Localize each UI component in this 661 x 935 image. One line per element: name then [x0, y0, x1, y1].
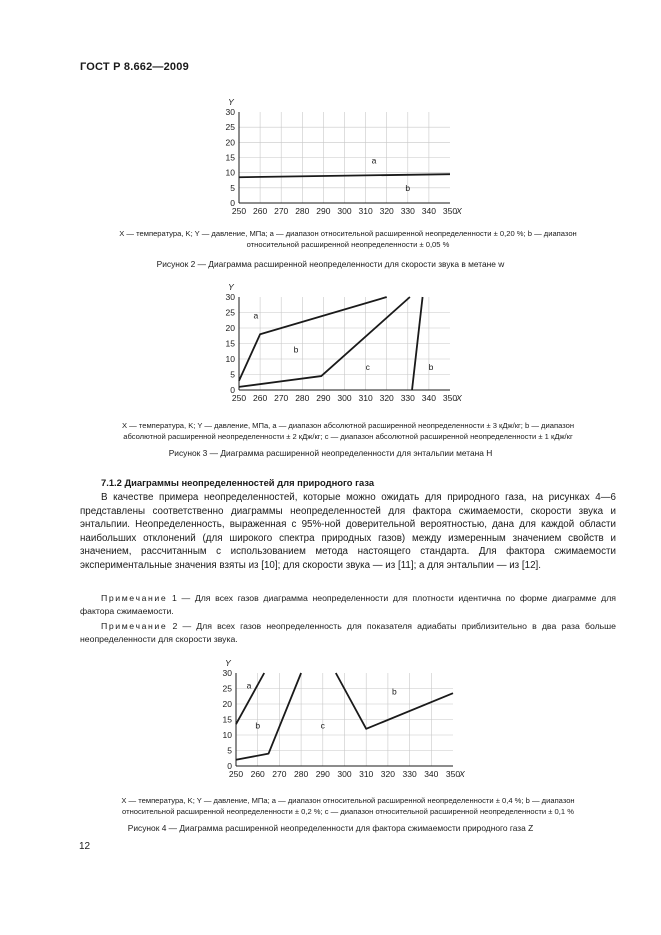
- x-tick-label: 340: [424, 769, 439, 779]
- x-tick-label: 340: [421, 393, 436, 403]
- y-tick-label: 0: [230, 385, 235, 395]
- legend-line: X — температура, K; Y — давление, МПа, a — диапазон абсолютной расширенной неопределенности ± 3 кДж/кг; b — диапазон: [121, 421, 575, 430]
- note-2-body: 2 — Для всех газов неопределенность для показателя адиабаты приблизительно в два раза больше неопределенности для скорости звука.: [80, 621, 616, 644]
- x-tick-label: 340: [421, 206, 436, 216]
- y-tick-label: 0: [227, 761, 232, 771]
- note-1-lead: Примечание: [101, 593, 168, 603]
- x-tick-label: 330: [400, 206, 415, 216]
- page-number: 12: [79, 841, 91, 852]
- x-tick-label: 250: [231, 206, 247, 216]
- legend-line: абсолютной расширенной неопределенности ± 2 кДж/кг; c — диапазон абсолютной расширенной неопределенности ± 1 кДж/кг: [123, 432, 573, 441]
- y-tick-label: 15: [225, 338, 235, 349]
- region-label: b: [255, 720, 261, 731]
- legend-line: относительной расширенной неопределенности ± 0,2 %; c — диапазон относительной расширенной неопределенности ± 0,1 %: [122, 807, 574, 816]
- region-label: b: [293, 344, 299, 355]
- x-tick-label: 310: [358, 206, 373, 216]
- y-tick-label: 5: [227, 745, 232, 756]
- x-tick-label: 260: [250, 769, 265, 779]
- x-axis-label: X: [456, 206, 462, 216]
- figure-2-legend: [78, 228, 618, 250]
- x-tick-label: 270: [272, 769, 287, 779]
- x-tick-label: 300: [337, 206, 352, 216]
- region-label: b: [405, 182, 411, 193]
- x-tick-label: 310: [359, 769, 374, 779]
- note-1-body: 1 — Для всех газов диаграмма неопределенности для плотности идентична по форме диаграмме для фактора сжимаемости.: [80, 593, 616, 616]
- legend-line: относительной расширенной неопределенности ± 0,05 %: [246, 240, 450, 249]
- section-heading: 7.1.2 Диаграммы неопределенностей для природного газа: [101, 477, 375, 488]
- section-paragraph: В качестве примера неопределенностей, которые можно ожидать для природного газа, на рисунках 4—6 представлены соответственно диаграммы неопределенностей для фактора сжимаемости, скорости звука и энтальпии. Неопределенность, выраженная с 95%-ной доверительной вероятностью, дана для каждой области наибольших отклонений (для широкого спектра природных газов) между измеренным значением свойств и значением, рассчитанным с использованием метода настоящего стандарта. Для фактора сжимаемости экспериментальные значения взяты из [10]; для скорости звука — из [11]; а для энтальпии — из [12].: [80, 492, 616, 571]
- y-tick-label: 5: [230, 369, 235, 380]
- x-tick-label: 350: [445, 769, 461, 779]
- y-tick-label: 20: [225, 323, 235, 333]
- region-label: a: [246, 680, 252, 691]
- series-line: [239, 297, 387, 381]
- x-axis-label: X: [459, 769, 465, 779]
- note-2: [80, 620, 616, 646]
- x-tick-label: 320: [379, 393, 394, 403]
- region-label: a: [253, 310, 259, 321]
- x-tick-label: 270: [274, 393, 289, 403]
- figure-4-caption: Рисунок 4 — Диаграмма расширенной неопределенности для фактора сжимаемости природного газа Z: [127, 823, 534, 833]
- y-tick-label: 25: [222, 683, 232, 694]
- note-1: [80, 592, 616, 618]
- series-line: [239, 297, 410, 387]
- document-header: ГОСТ Р 8.662—2009: [80, 61, 189, 73]
- legend-line: X — температура, K; Y — давление, МПа; a — диапазон относительной расширенной неопределенности ± 0,20 %; b — диапазон: [119, 229, 577, 238]
- x-tick-label: 300: [337, 393, 352, 403]
- x-tick-label: 310: [358, 393, 373, 403]
- y-tick-label: 10: [225, 354, 235, 364]
- y-tick-label: 10: [222, 730, 232, 740]
- y-tick-label: 15: [225, 152, 235, 163]
- figure-3-caption: Рисунок 3 — Диаграмма расширенной неопределенности для энтальпии метана H: [168, 448, 493, 458]
- note-2-lead: Примечание: [101, 621, 168, 631]
- x-tick-label: 280: [295, 393, 310, 403]
- y-tick-label: 20: [222, 699, 232, 709]
- region-label: b: [392, 686, 397, 697]
- x-tick-label: 290: [316, 206, 331, 216]
- x-tick-label: 330: [400, 393, 415, 403]
- y-axis-label: Y: [228, 97, 234, 107]
- region-label: c: [365, 361, 370, 372]
- region-label: a: [371, 155, 377, 166]
- x-tick-label: 270: [274, 206, 289, 216]
- region-label: b: [428, 361, 434, 372]
- x-tick-label: 320: [379, 206, 394, 216]
- x-axis-label: X: [456, 393, 462, 403]
- region-label: c: [320, 720, 325, 731]
- y-tick-label: 10: [225, 167, 235, 178]
- x-tick-label: 300: [337, 769, 352, 779]
- x-tick-label: 260: [253, 206, 268, 216]
- x-tick-label: 290: [315, 769, 330, 779]
- y-tick-label: 20: [225, 137, 235, 148]
- y-tick-label: 5: [230, 182, 235, 193]
- legend-line: X — температура, K; Y — давление, МПа; a — диапазон относительной расширенной неопределенности ± 0,4 %; b — диапазон: [121, 796, 575, 805]
- x-tick-label: 350: [442, 206, 458, 216]
- figure-3-legend: [78, 420, 618, 442]
- y-tick-label: 25: [225, 122, 235, 133]
- x-tick-label: 290: [316, 393, 331, 403]
- series-line: [336, 673, 453, 729]
- y-tick-label: 30: [225, 292, 235, 302]
- x-tick-label: 320: [380, 769, 395, 779]
- figure-2-caption: Рисунок 2 — Диаграмма расширенной неопределенности для скорости звука в метане w: [156, 259, 505, 269]
- y-axis-label: Y: [225, 658, 231, 668]
- x-tick-label: 280: [295, 206, 310, 216]
- x-tick-label: 260: [253, 393, 268, 403]
- y-tick-label: 30: [225, 107, 235, 117]
- x-tick-label: 330: [402, 769, 417, 779]
- y-tick-label: 0: [230, 198, 235, 208]
- x-tick-label: 250: [231, 393, 247, 403]
- y-tick-label: 30: [222, 668, 232, 678]
- x-tick-label: 350: [442, 393, 458, 403]
- figure-4-legend: [78, 795, 618, 817]
- y-axis-label: Y: [228, 282, 234, 292]
- y-tick-label: 25: [225, 307, 235, 318]
- x-tick-label: 250: [228, 769, 244, 779]
- x-tick-label: 280: [294, 769, 309, 779]
- y-tick-label: 15: [222, 714, 232, 725]
